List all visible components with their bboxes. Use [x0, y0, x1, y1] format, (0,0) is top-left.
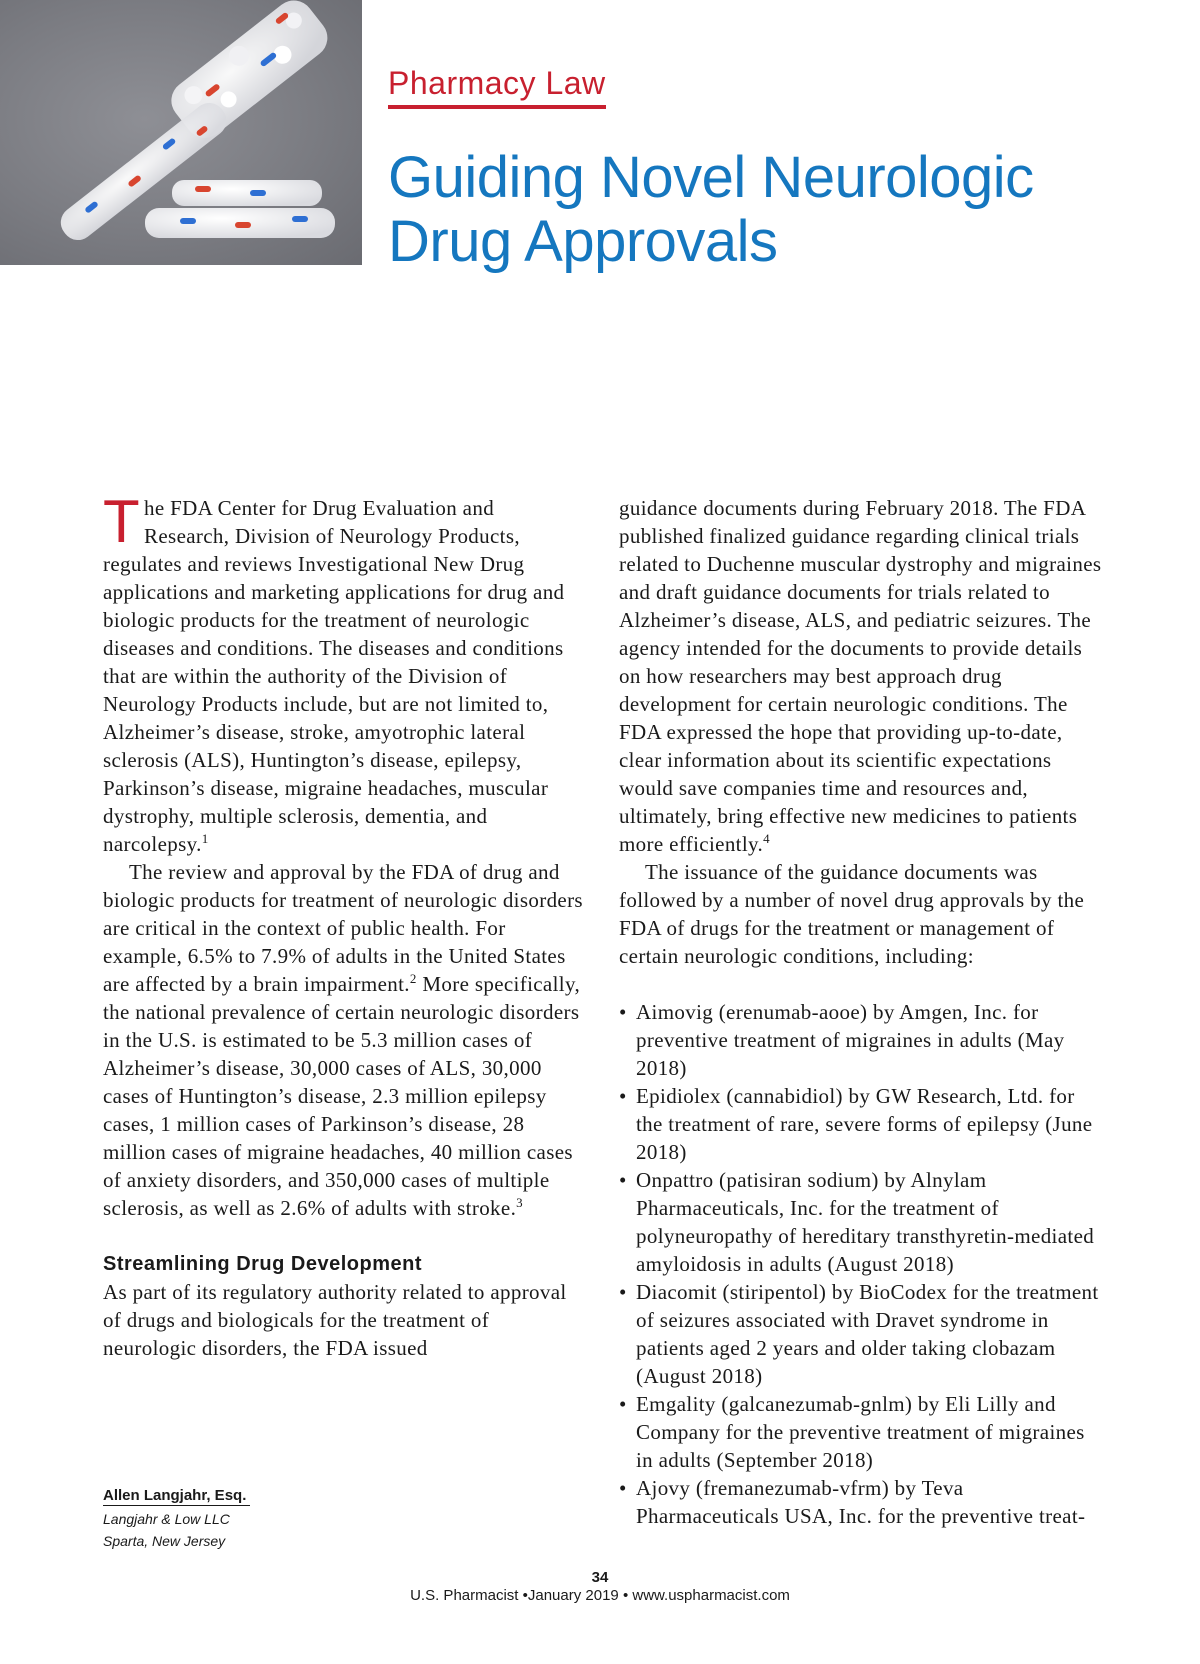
- prevalence-paragraph: [103, 858, 583, 1222]
- author-block: [103, 1487, 250, 1550]
- title-line-2: Drug Approvals: [388, 209, 778, 274]
- approval-item: • Onpattro (patisiran sodium) by Alnylam Pharmaceuticals, Inc. for the treatment of polyneuropathy of hereditary transthyretin-mediated amyloidosis in adults (August 2018): [619, 1166, 1104, 1278]
- subheading: Streamlining Drug Development: [103, 1253, 422, 1275]
- section-label: Pharmacy Law: [388, 66, 606, 109]
- left-column: [103, 488, 583, 1362]
- hero-gavel-pills-image: [0, 0, 362, 265]
- guidance-text: guidance documents during February 2018. The FDA published finalized guidance regarding clinical trials related to Duchenne muscular dystrophy and migraines and draft guidance documents for trials related to Alzheimer’s disease, ALS, and pediatric seizures. The agency intended for the documents to provide details on how researchers may best approach drug development for certain neurologic conditions. The FDA expressed the hope that providing up-to-date, clear information about its scientific expectations would save companies time and resources and, ultimately, bring effective new medicines to patients more efficiently.: [619, 496, 1102, 856]
- intro-text: he FDA Center for Drug Evaluation and Research, Division of Neurology Products, regulates and reviews Investigational New Drug applications and marketing applications for drug and biologic products for the treatment of neurologic diseases and conditions. The diseases and conditions that are within the authority of the Division of Neurology Products include, but are not limited to, Alzheimer’s disease, stroke, amyotrophic lateral sclerosis (ALS), Huntington’s disease, epilepsy, Parkinson’s disease, migraine headaches, muscular dystrophy, multiple sclerosis, dementia, and narcolepsy.: [103, 496, 565, 856]
- author-location: Sparta, New Jersey: [103, 1533, 226, 1549]
- footnote-ref-3: 3: [516, 1195, 524, 1210]
- approval-item: • Diacomit (stiripentol) by BioCodex for the treatment of seizures associated with Dravet syndrome in patients aged 2 years and older taking clobazam (August 2018): [619, 1278, 1104, 1390]
- right-column: [619, 494, 1104, 1530]
- footnote-ref-1: 1: [201, 831, 209, 846]
- prevalence-text-b: More specifically, the national prevalence of certain neurologic disorders in the U.S. is estimated to be 5.3 million cases of Alzheimer’s disease, 30,000 cases of ALS, 30,000 cases of Huntington’s disease, 2.3 million epilepsy cases, 1 million cases of Parkinson’s disease, 28 million cases of migraine headaches, 40 million cases of anxiety disorders, and 350,000 cases of multiple sclerosis, as well as 2.6% of adults with stroke.: [103, 972, 581, 1220]
- page-number: 34: [591, 1569, 609, 1586]
- gavel-made-of-pills-icon: [0, 0, 362, 265]
- publication-footer: U.S. Pharmacist •January 2019 • www.uspharmacist.com: [410, 1587, 790, 1604]
- guidance-paragraph-start: As part of its regulatory authority related to approval of drugs and biologicals for the treatment of neurologic disorders, the FDA issued: [103, 1280, 567, 1360]
- approvals-list: [619, 998, 1104, 1530]
- approval-item: • Aimovig (erenumab-aooe) by Amgen, Inc. for preventive treatment of migraines in adults (May 2018): [619, 998, 1104, 1082]
- approval-item: • Epidiolex (cannabidiol) by GW Research, Ltd. for the treatment of rare, severe forms of epilepsy (June 2018): [619, 1082, 1104, 1166]
- drop-cap: T: [103, 488, 141, 555]
- footnote-ref-2: 2: [409, 971, 417, 986]
- approval-item: • Ajovy (fremanezumab-vfrm) by Teva Pharmaceuticals USA, Inc. for the preventive treat-: [619, 1474, 1104, 1530]
- guidance-paragraph-continued: [619, 494, 1104, 858]
- article-title: [388, 146, 1168, 274]
- author-firm: Langjahr & Low LLC: [103, 1511, 230, 1527]
- footnote-ref-4: 4: [763, 831, 771, 846]
- intro-paragraph: [103, 488, 583, 858]
- approval-item: • Emgality (galcanezumab-gnlm) by Eli Lilly and Company for the preventive treatment of migraines in adults (September 2018): [619, 1390, 1104, 1474]
- author-name: Allen Langjahr, Esq.: [103, 1487, 250, 1506]
- approvals-intro-paragraph: The issuance of the guidance documents was followed by a number of novel drug approvals by the FDA of drugs for the treatment or management of certain neurologic conditions, including:: [619, 860, 1085, 968]
- prevalence-text-a: The review and approval by the FDA of drug and biologic products for treatment of neurologic disorders are critical in the context of public health. For example, 6.5% to 7.9% of adults in the United States are affected by a brain impairment.: [103, 860, 583, 996]
- title-line-1: Guiding Novel Neurologic: [388, 145, 1034, 210]
